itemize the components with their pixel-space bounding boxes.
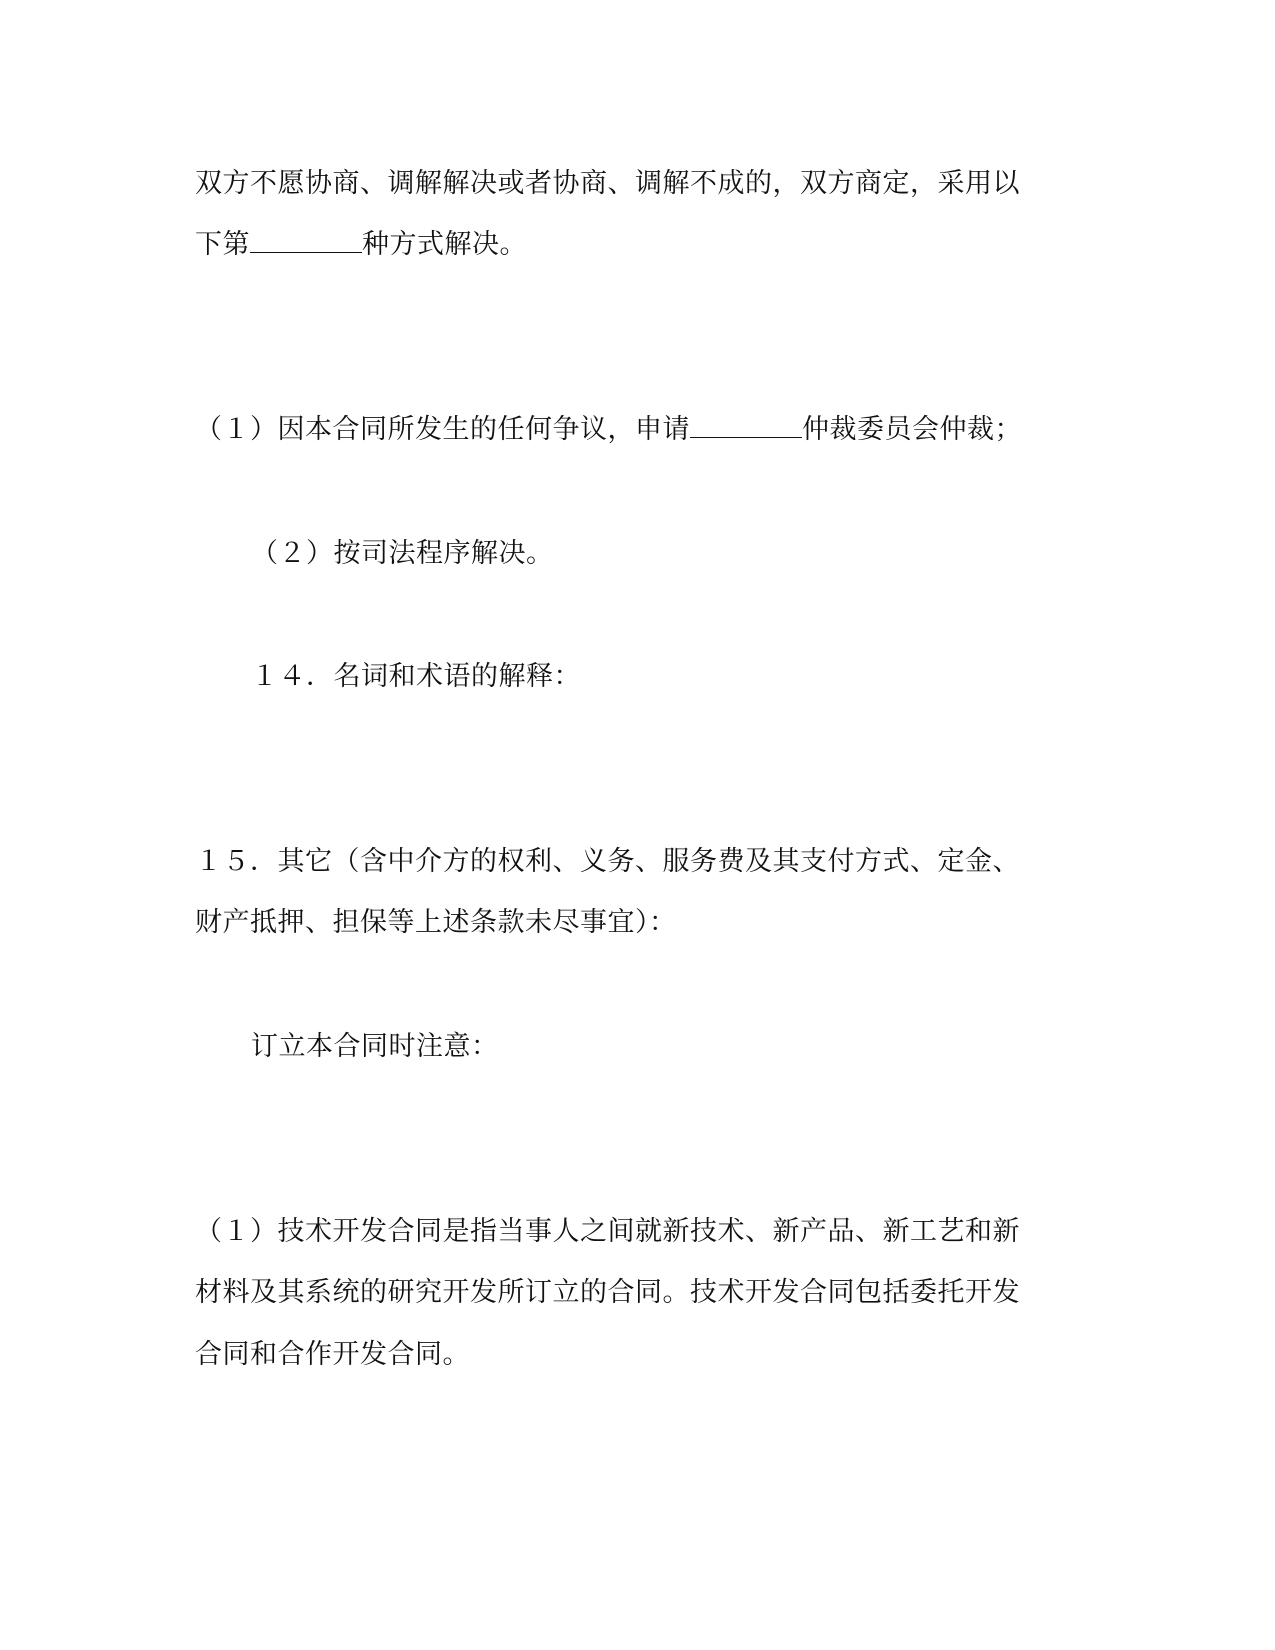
item2-line: （２）按司法程序解决。 (251, 538, 554, 569)
notes-heading: 订立本合同时注意： (251, 1031, 499, 1062)
note1-line3: 合同和合作开发合同。 (195, 1339, 470, 1370)
fill-in-blank (250, 228, 362, 253)
note1-line1: （１）技术开发合同是指当事人之间就新技术、新产品、新工艺和新 (195, 1216, 1020, 1247)
item1-line (195, 413, 1022, 447)
para1-line2 (195, 228, 527, 262)
note1-line2: 材料及其系统的研究开发所订立的合同。技术开发合同包括委托开发 (195, 1277, 1020, 1308)
item1-before: （１）因本合同所发生的任何争议，申请 (195, 414, 690, 445)
fill-in-blank (690, 413, 802, 438)
section14-heading: １４．名词和术语的解释： (251, 661, 581, 692)
para1-line1: 双方不愿协商、调解解决或者协商、调解不成的，双方商定，采用以 (195, 168, 1020, 199)
para1-line2-before: 下第 (195, 229, 250, 260)
section15-line1: １５．其它（含中介方的权利、义务、服务费及其支付方式、定金、 (195, 846, 1020, 877)
item1-after: 仲裁委员会仲裁； (802, 414, 1022, 445)
para1-line2-after: 种方式解决。 (362, 229, 527, 260)
section15-line2: 财产抵押、担保等上述条款未尽事宜）： (195, 907, 677, 938)
